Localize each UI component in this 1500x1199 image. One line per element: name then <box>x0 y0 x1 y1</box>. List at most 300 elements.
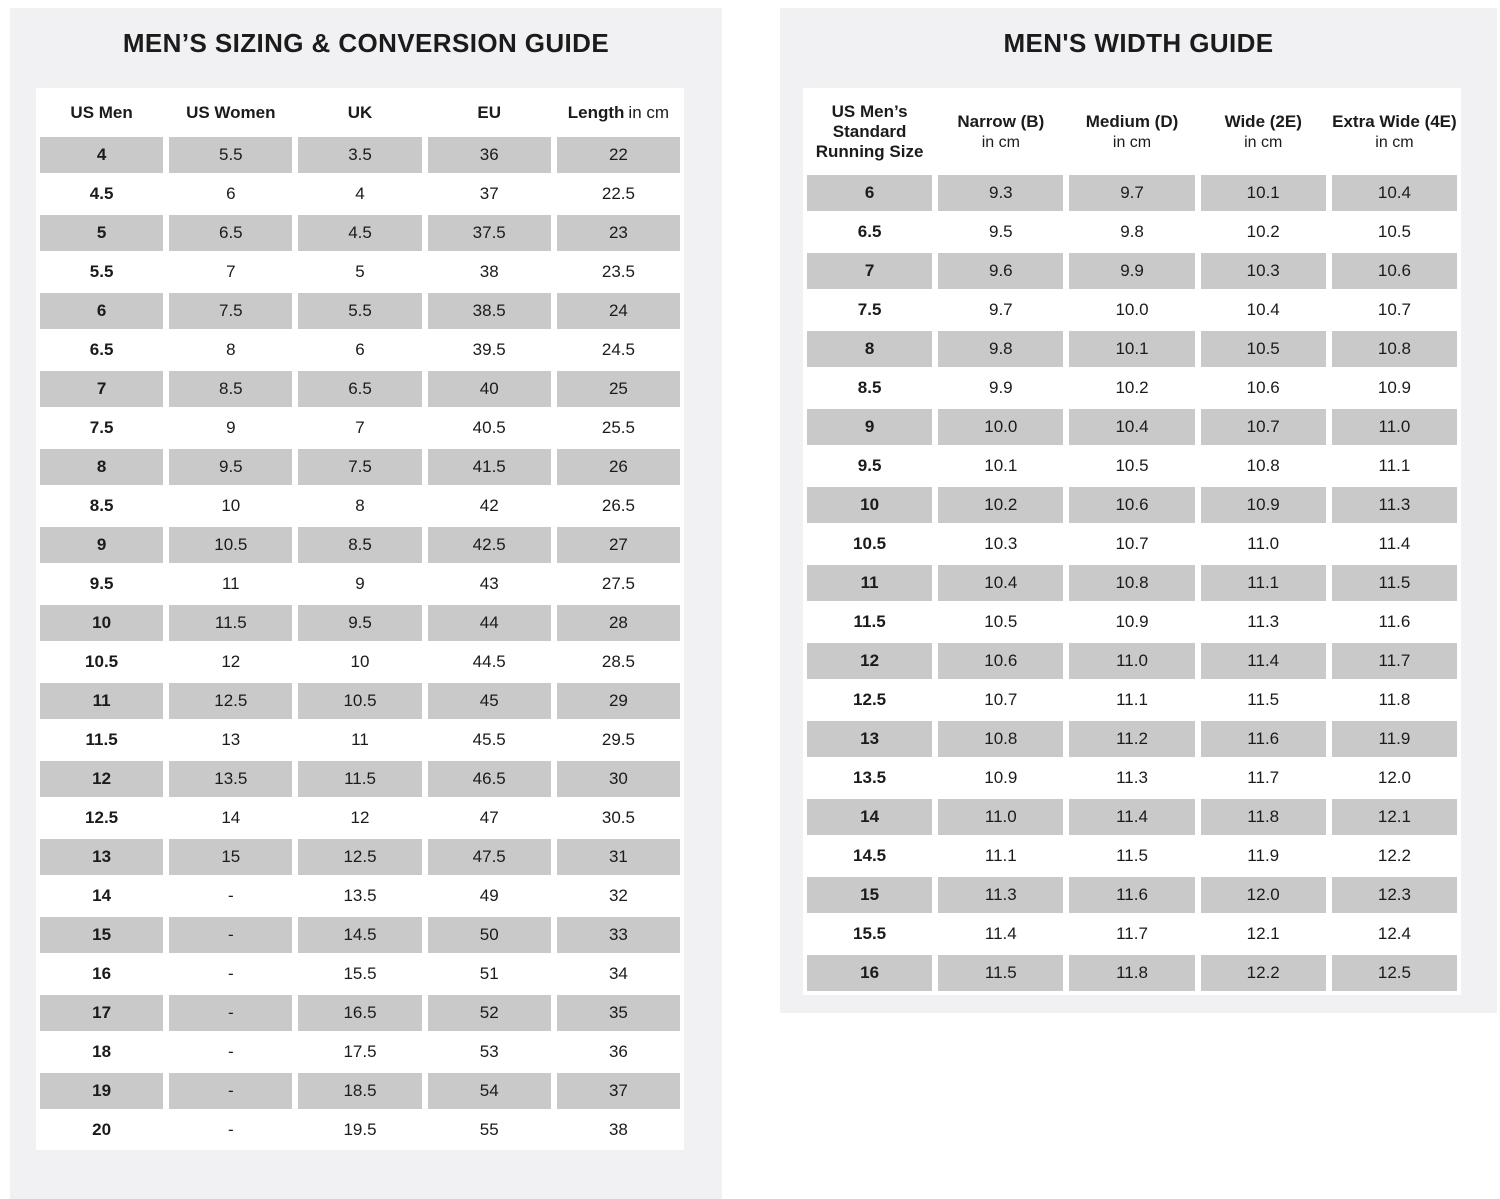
cell: 7.5 <box>169 293 292 329</box>
cell: 7.5 <box>298 449 421 485</box>
cell: 49 <box>479 886 499 905</box>
cell: 4.5 <box>298 215 421 251</box>
cell: 12 <box>40 761 163 797</box>
cell: 10.3 <box>1201 253 1326 289</box>
table-row <box>40 605 680 641</box>
cell: 12.4 <box>1377 924 1411 943</box>
cell: 11.1 <box>1116 690 1148 709</box>
cell: 11.3 <box>1247 612 1280 631</box>
cell: 38 <box>479 262 499 281</box>
cell: 11.6 <box>1378 612 1411 631</box>
cell: 9.8 <box>1120 222 1144 241</box>
cell: 11.1 <box>1378 456 1411 475</box>
table-row <box>807 526 1457 562</box>
cell: 11 <box>351 730 369 749</box>
cell: 11.5 <box>853 612 886 631</box>
cell: 10.5 <box>85 652 119 671</box>
cell: 12.5 <box>853 690 887 709</box>
cell: 11.0 <box>938 799 1063 835</box>
table-row <box>40 293 680 329</box>
cell: 5.5 <box>89 262 114 281</box>
table-row <box>40 332 680 368</box>
table-row <box>40 761 680 797</box>
table-row <box>807 643 1457 679</box>
cell: 10.1 <box>984 456 1018 475</box>
cell: 11.1 <box>1201 565 1326 601</box>
cell: 29 <box>557 683 680 719</box>
cell: 10.4 <box>1069 409 1194 445</box>
column-header-running-size: US Men’s Standard Running Size <box>815 102 924 161</box>
cell: 9.5 <box>89 574 114 593</box>
cell: 13 <box>221 730 241 749</box>
table-row <box>807 916 1457 952</box>
cell: 12.3 <box>1332 877 1457 913</box>
cell: - <box>169 1073 292 1109</box>
cell: 10.5 <box>1377 222 1411 241</box>
cell: 6 <box>40 293 163 329</box>
cell: 8.5 <box>857 378 882 397</box>
cell: 10.1 <box>1069 331 1194 367</box>
cell: 22.5 <box>601 184 635 203</box>
cell: 43 <box>479 574 499 593</box>
cell: 39.5 <box>472 340 506 359</box>
cell: 10.5 <box>1115 456 1149 475</box>
cell: 12.2 <box>1377 846 1411 865</box>
cell: 10 <box>350 652 370 671</box>
cell: 11.1 <box>984 846 1017 865</box>
cell: 46.5 <box>428 761 551 797</box>
cell: 16.5 <box>298 995 421 1031</box>
cell: 8 <box>807 331 932 367</box>
table-row <box>807 370 1457 406</box>
cell: 12.1 <box>1332 799 1457 835</box>
cell: - <box>227 1120 234 1139</box>
cell: 13.5 <box>169 761 292 797</box>
table-row <box>807 331 1457 367</box>
cell: 13.5 <box>343 886 377 905</box>
cell: 38 <box>608 1120 628 1139</box>
cell: 11.7 <box>1332 643 1457 679</box>
cell: 11.0 <box>1069 643 1194 679</box>
cell: 6 <box>226 184 236 203</box>
table-row <box>807 409 1457 445</box>
table-row <box>807 838 1457 874</box>
cell: 11.4 <box>984 924 1017 943</box>
cell: 12.5 <box>1332 955 1457 991</box>
table-row <box>807 292 1457 328</box>
table-row <box>807 604 1457 640</box>
cell: 6.5 <box>298 371 421 407</box>
cell: 12.5 <box>298 839 421 875</box>
cell: 11.5 <box>938 955 1063 991</box>
table-row <box>807 253 1457 289</box>
cell: 11.7 <box>1116 924 1148 943</box>
cell: 26.5 <box>601 496 635 515</box>
cell: 37 <box>479 184 499 203</box>
table-row <box>807 565 1457 601</box>
table-row <box>40 644 680 680</box>
table-row <box>807 799 1457 835</box>
cell: 15.5 <box>343 964 377 983</box>
cell: 10.6 <box>1332 253 1457 289</box>
cell: 10.2 <box>938 487 1063 523</box>
cell: 11 <box>40 683 163 719</box>
cell: 7.5 <box>857 300 882 319</box>
column-header-narrow: Narrow (B) in cm <box>957 111 1045 151</box>
cell: 42 <box>479 496 499 515</box>
cell: 12 <box>350 808 370 827</box>
cell: 6.5 <box>857 222 882 241</box>
cell: 55 <box>479 1120 499 1139</box>
table-row <box>40 1034 680 1070</box>
cell: 11.9 <box>1332 721 1457 757</box>
cell: 45 <box>428 683 551 719</box>
cell: 11.5 <box>85 730 118 749</box>
cell: 3.5 <box>298 137 421 173</box>
width-guide-header-row <box>807 92 1457 172</box>
cell: 18.5 <box>298 1073 421 1109</box>
column-header-extra-wide: Extra Wide (4E) in cm <box>1332 111 1457 151</box>
cell: 27.5 <box>601 574 635 593</box>
column-header-wide: Wide (2E) in cm <box>1224 111 1302 151</box>
cell: 8 <box>355 496 365 515</box>
cell: - <box>227 886 234 905</box>
table-row <box>40 1073 680 1109</box>
cell: 16 <box>92 964 112 983</box>
cell: 8.5 <box>169 371 292 407</box>
cell: 24 <box>557 293 680 329</box>
cell: 36 <box>608 1042 628 1061</box>
column-header-length: Length in cm <box>567 103 670 122</box>
cell: 8 <box>226 340 236 359</box>
width-guide-table <box>803 88 1461 995</box>
cell: 9.3 <box>938 175 1063 211</box>
cell: 40 <box>428 371 551 407</box>
cell: 10.8 <box>1246 456 1280 475</box>
sizing-guide-header-row <box>40 92 680 134</box>
cell: 33 <box>557 917 680 953</box>
table-row <box>40 956 680 992</box>
cell: 12.0 <box>1201 877 1326 913</box>
cell: 9.5 <box>169 449 292 485</box>
cell: 11.9 <box>1247 846 1280 865</box>
cell: 19 <box>40 1073 163 1109</box>
column-header-us-men: US Men <box>70 103 133 122</box>
cell: 13 <box>807 721 932 757</box>
cell: 9.5 <box>857 456 882 475</box>
cell: 35 <box>557 995 680 1031</box>
table-row <box>807 955 1457 991</box>
cell: 9.5 <box>988 222 1013 241</box>
cell: 19.5 <box>343 1120 377 1139</box>
table-row <box>807 760 1457 796</box>
cell: 38.5 <box>428 293 551 329</box>
table-row <box>807 487 1457 523</box>
cell: 27 <box>557 527 680 563</box>
cell: 11.4 <box>1069 799 1194 835</box>
cell: 11.6 <box>1069 877 1194 913</box>
table-row <box>40 137 680 173</box>
table-row <box>40 215 680 251</box>
cell: 11.4 <box>1378 534 1411 553</box>
cell: - <box>169 917 292 953</box>
cell: 10.6 <box>938 643 1063 679</box>
cell: 44.5 <box>472 652 506 671</box>
cell: 11.5 <box>1332 565 1457 601</box>
cell: 10.3 <box>984 534 1018 553</box>
cell: 12.0 <box>1377 768 1411 787</box>
cell: 11.5 <box>1116 846 1148 865</box>
cell: 50 <box>428 917 551 953</box>
cell: 34 <box>608 964 628 983</box>
cell: 11.8 <box>1069 955 1194 991</box>
width-guide-panel <box>780 8 1497 1013</box>
cell: 23.5 <box>601 262 635 281</box>
cell: 10.4 <box>1332 175 1457 211</box>
cell: 10.9 <box>1201 487 1326 523</box>
cell: 17.5 <box>343 1042 377 1061</box>
cell: 5 <box>355 262 365 281</box>
cell: 28.5 <box>601 652 635 671</box>
sizing-guide-title: MEN’S SIZING & CONVERSION GUIDE <box>122 28 610 58</box>
cell: 10.8 <box>1332 331 1457 367</box>
table-row <box>40 254 680 290</box>
cell: 14 <box>92 886 112 905</box>
cell: 9.9 <box>1069 253 1194 289</box>
cell: 9 <box>355 574 365 593</box>
cell: 4 <box>40 137 163 173</box>
cell: 12.5 <box>85 808 119 827</box>
table-row <box>807 721 1457 757</box>
cell: 47.5 <box>428 839 551 875</box>
cell: 10.5 <box>298 683 421 719</box>
cell: 36 <box>428 137 551 173</box>
cell: 37.5 <box>428 215 551 251</box>
cell: 10.6 <box>1246 378 1280 397</box>
cell: 9.7 <box>1069 175 1194 211</box>
cell: 11.3 <box>938 877 1063 913</box>
cell: 10.7 <box>1377 300 1411 319</box>
cell: 10.4 <box>1246 300 1280 319</box>
cell: 10.4 <box>938 565 1063 601</box>
cell: 12 <box>221 652 241 671</box>
table-row <box>40 449 680 485</box>
cell: 10.9 <box>1377 378 1411 397</box>
column-header-uk: UK <box>347 103 373 122</box>
cell: 7 <box>226 262 236 281</box>
cell: 10.0 <box>938 409 1063 445</box>
cell: 41.5 <box>428 449 551 485</box>
cell: 11.3 <box>1332 487 1457 523</box>
cell: 10.1 <box>1201 175 1326 211</box>
table-row <box>40 488 680 524</box>
cell: 8 <box>40 449 163 485</box>
cell: 10.7 <box>1115 534 1149 553</box>
cell: 30 <box>557 761 680 797</box>
cell: 11.0 <box>1332 409 1457 445</box>
cell: 25 <box>557 371 680 407</box>
cell: 29.5 <box>601 730 635 749</box>
cell: 45.5 <box>472 730 506 749</box>
cell: 10.5 <box>984 612 1018 631</box>
cell: 53 <box>479 1042 499 1061</box>
cell: 7 <box>40 371 163 407</box>
cell: 12 <box>807 643 932 679</box>
cell: 52 <box>428 995 551 1031</box>
cell: 12.2 <box>1201 955 1326 991</box>
cell: 7 <box>807 253 932 289</box>
table-row <box>807 682 1457 718</box>
cell: - <box>169 995 292 1031</box>
table-row <box>40 800 680 836</box>
cell: 10.2 <box>1115 378 1149 397</box>
table-row <box>807 214 1457 250</box>
cell: 24.5 <box>601 340 635 359</box>
cell: 10 <box>40 605 163 641</box>
cell: 37 <box>557 1073 680 1109</box>
cell: 18 <box>92 1042 112 1061</box>
cell: 11.7 <box>1247 768 1280 787</box>
sizing-guide-table <box>36 88 684 1150</box>
cell: 6.5 <box>169 215 292 251</box>
cell: 15.5 <box>853 924 887 943</box>
cell: 6 <box>355 340 365 359</box>
cell: 10 <box>807 487 932 523</box>
cell: 5.5 <box>169 137 292 173</box>
cell: 10.8 <box>1069 565 1194 601</box>
table-row <box>40 839 680 875</box>
cell: 30.5 <box>601 808 635 827</box>
cell: 26 <box>557 449 680 485</box>
cell: 9.6 <box>938 253 1063 289</box>
cell: - <box>227 964 234 983</box>
cell: 10.5 <box>853 534 887 553</box>
cell: 15 <box>40 917 163 953</box>
table-row <box>40 995 680 1031</box>
table-row <box>40 878 680 914</box>
cell: 14 <box>221 808 241 827</box>
cell: 6 <box>807 175 932 211</box>
cell: 13 <box>40 839 163 875</box>
cell: 10.6 <box>1069 487 1194 523</box>
cell: 11.0 <box>1247 534 1280 553</box>
cell: 10 <box>221 496 241 515</box>
cell: 10.2 <box>1246 222 1280 241</box>
table-row <box>40 683 680 719</box>
cell: 9 <box>807 409 932 445</box>
column-header-us-women: US Women <box>186 103 276 122</box>
cell: 9.5 <box>298 605 421 641</box>
cell: 5.5 <box>298 293 421 329</box>
table-row <box>40 566 680 602</box>
cell: 44 <box>428 605 551 641</box>
cell: 4.5 <box>89 184 114 203</box>
cell: 11.6 <box>1201 721 1326 757</box>
cell: 8.5 <box>298 527 421 563</box>
table-row <box>807 448 1457 484</box>
cell: 32 <box>608 886 628 905</box>
cell: 11.2 <box>1069 721 1194 757</box>
cell: 10.5 <box>1201 331 1326 367</box>
cell: 11.8 <box>1378 690 1411 709</box>
cell: 9.8 <box>938 331 1063 367</box>
cell: 11.5 <box>298 761 421 797</box>
cell: 15 <box>807 877 932 913</box>
cell: 5 <box>40 215 163 251</box>
cell: 9 <box>40 527 163 563</box>
table-row <box>40 917 680 953</box>
cell: 7 <box>355 418 365 437</box>
column-header-eu: EU <box>477 103 502 122</box>
cell: 13.5 <box>853 768 887 787</box>
cell: 11 <box>221 574 240 593</box>
cell: 10.5 <box>169 527 292 563</box>
width-guide-rows <box>807 175 1457 991</box>
cell: 12.1 <box>1246 924 1280 943</box>
cell: 6.5 <box>89 340 114 359</box>
table-row <box>807 175 1457 211</box>
cell: 10.7 <box>984 690 1018 709</box>
cell: 10.9 <box>984 768 1018 787</box>
cell: 15 <box>169 839 292 875</box>
cell: 54 <box>428 1073 551 1109</box>
cell: 4 <box>355 184 365 203</box>
cell: 23 <box>557 215 680 251</box>
table-row <box>807 877 1457 913</box>
table-row <box>40 527 680 563</box>
cell: 47 <box>479 808 499 827</box>
sizing-guide-rows <box>40 137 680 1148</box>
cell: 10.9 <box>1115 612 1149 631</box>
cell: 11.4 <box>1201 643 1326 679</box>
column-header-medium: Medium (D) in cm <box>1085 111 1179 151</box>
table-row <box>40 410 680 446</box>
table-row <box>40 371 680 407</box>
sizing-guide-panel <box>10 8 722 1199</box>
cell: 20 <box>92 1120 112 1139</box>
cell: 9.7 <box>988 300 1013 319</box>
cell: 51 <box>479 964 499 983</box>
table-row <box>40 1112 680 1148</box>
cell: 25.5 <box>601 418 635 437</box>
cell: 9 <box>226 418 236 437</box>
cell: 10.8 <box>938 721 1063 757</box>
cell: 31 <box>557 839 680 875</box>
cell: 7.5 <box>89 418 114 437</box>
cell: 11.5 <box>169 605 292 641</box>
table-row <box>40 722 680 758</box>
cell: 12.5 <box>169 683 292 719</box>
cell: - <box>227 1042 234 1061</box>
cell: 14.5 <box>853 846 887 865</box>
cell: 8.5 <box>89 496 114 515</box>
cell: 28 <box>557 605 680 641</box>
cell: 16 <box>807 955 932 991</box>
cell: 11 <box>807 565 932 601</box>
cell: 10.7 <box>1201 409 1326 445</box>
width-guide-title: MEN'S WIDTH GUIDE <box>1003 28 1274 58</box>
table-row <box>40 176 680 212</box>
cell: 42.5 <box>428 527 551 563</box>
cell: 10.0 <box>1115 300 1149 319</box>
cell: 14 <box>807 799 932 835</box>
cell: 11.8 <box>1201 799 1326 835</box>
cell: 9.9 <box>988 378 1013 397</box>
cell: 11.5 <box>1247 690 1280 709</box>
cell: 11.3 <box>1116 768 1148 787</box>
cell: 17 <box>40 995 163 1031</box>
cell: 14.5 <box>298 917 421 953</box>
